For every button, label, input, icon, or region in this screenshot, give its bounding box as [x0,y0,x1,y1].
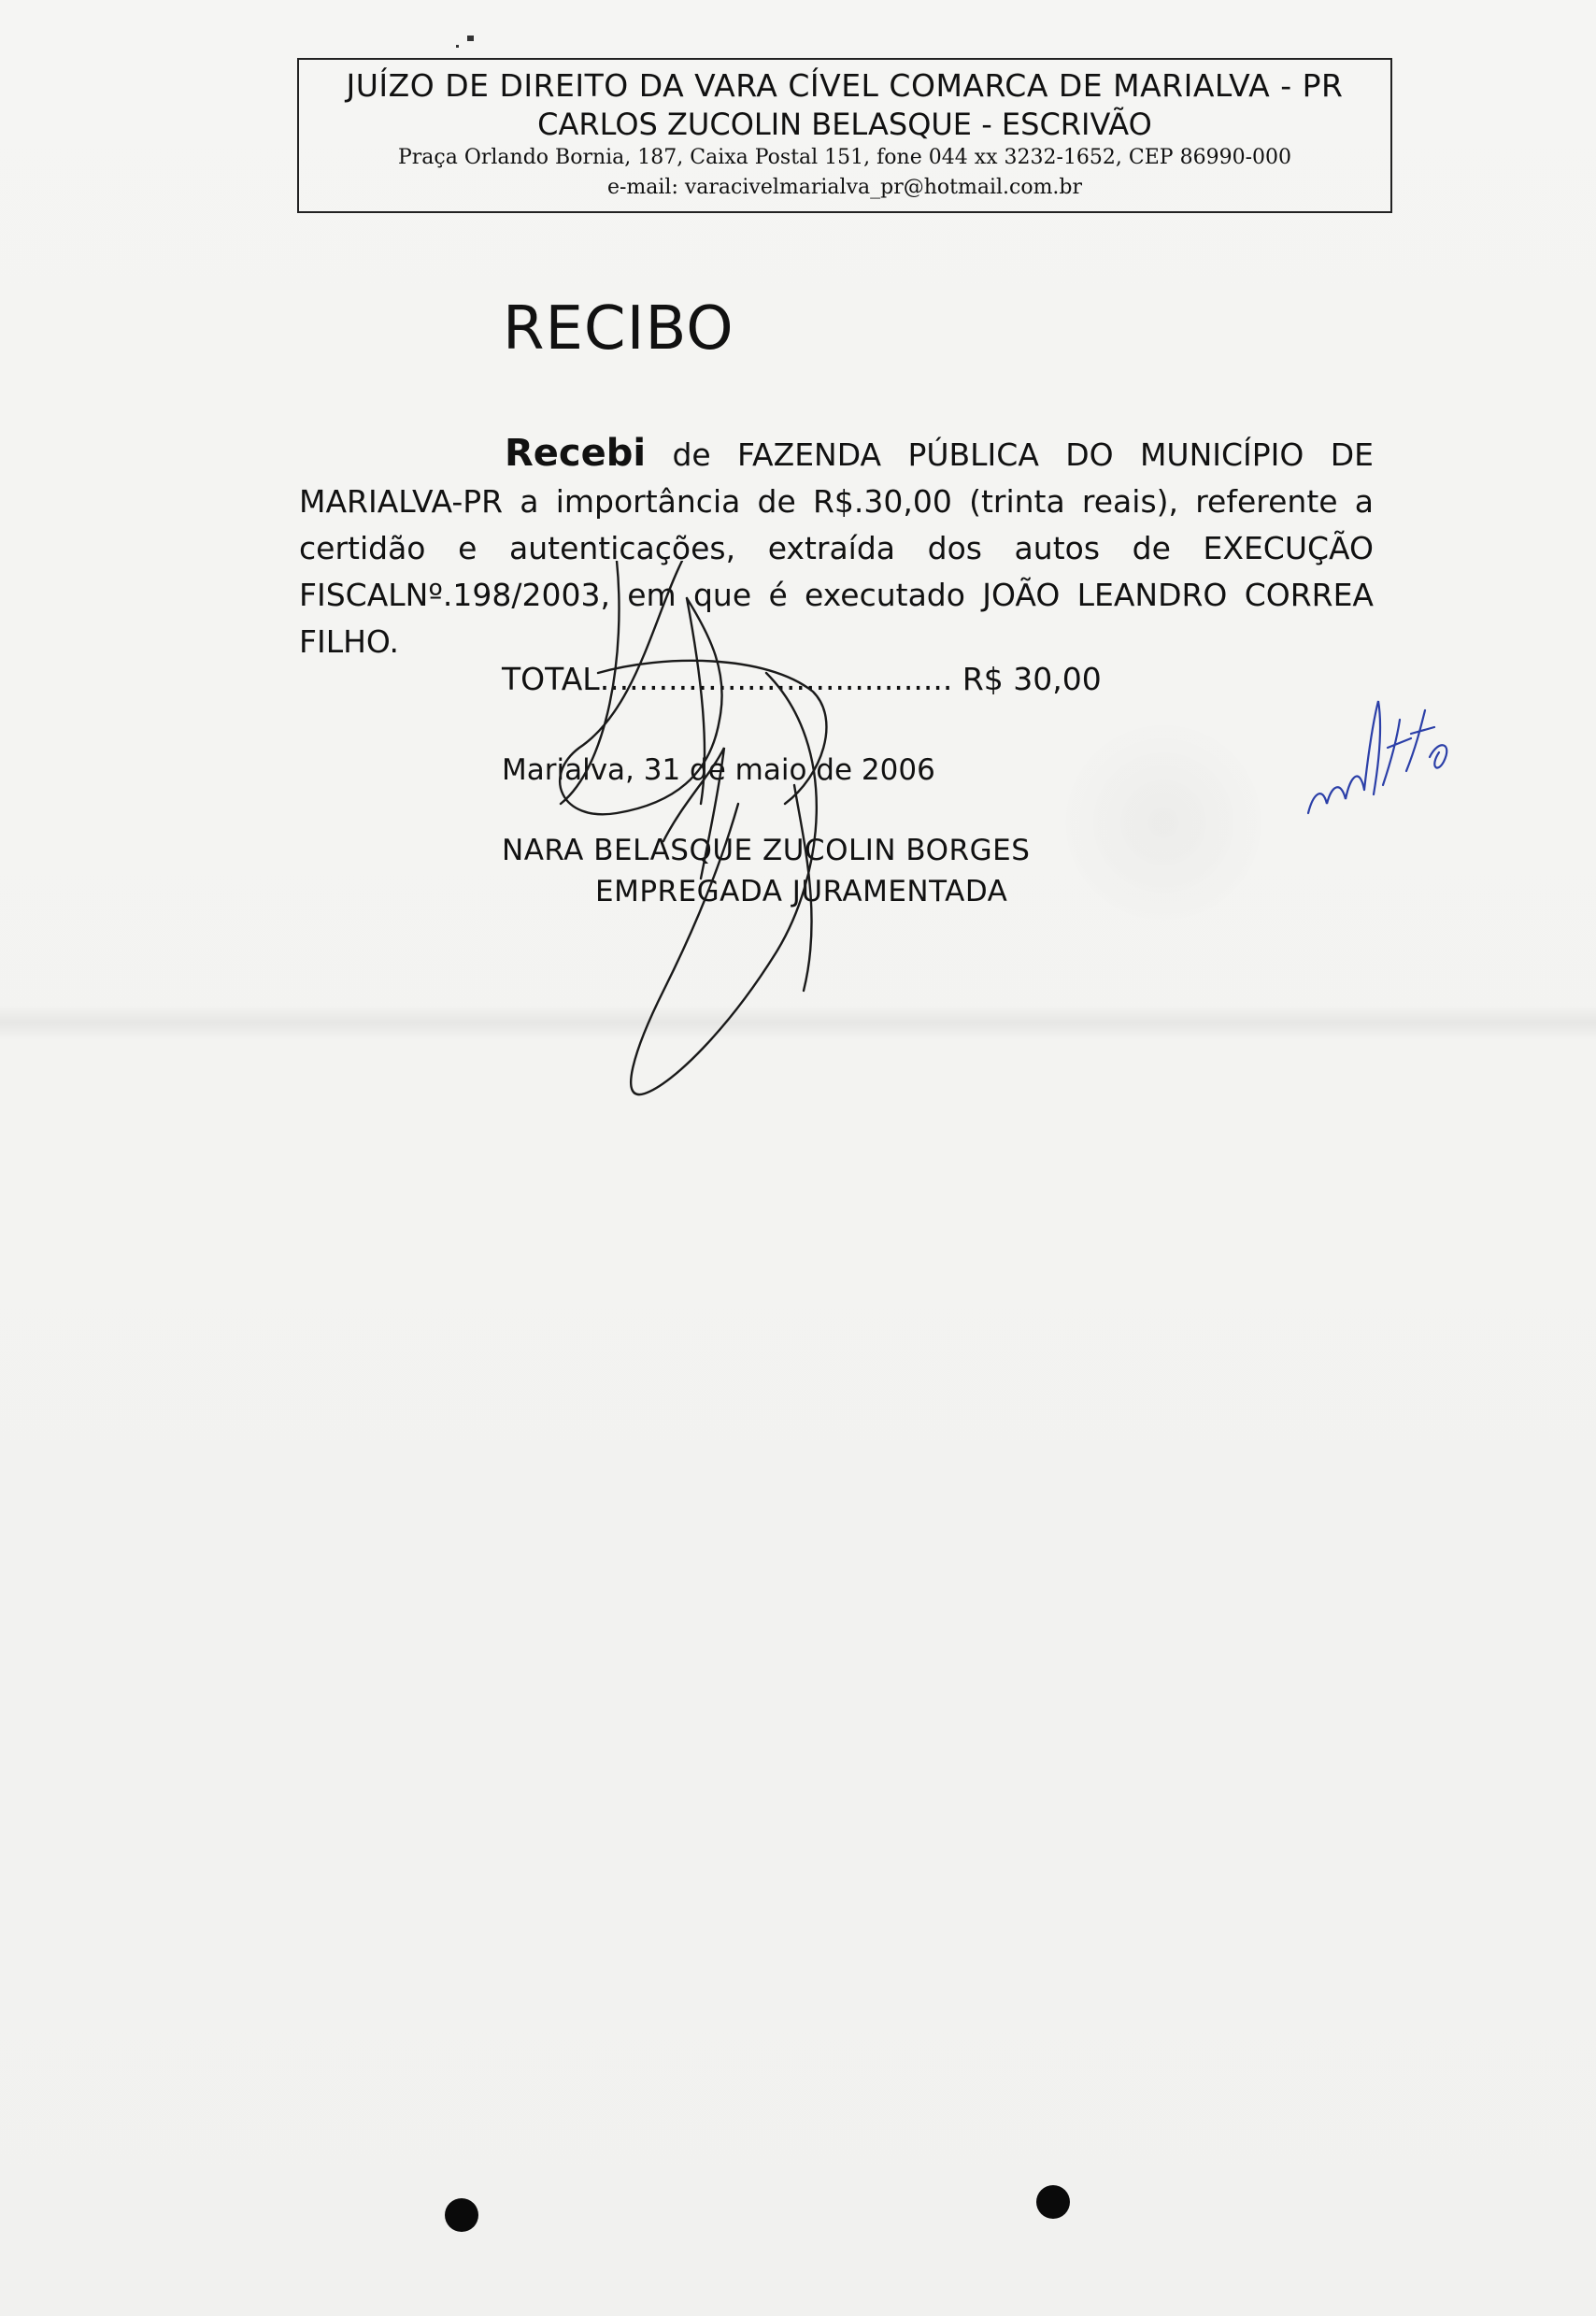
punch-hole [445,2198,478,2232]
scan-speck [456,45,459,48]
clerk-name: CARLOS ZUCOLIN BELASQUE - ESCRIVÃO [537,107,1152,142]
handwritten-signature [523,561,953,1103]
punch-hole [1036,2185,1070,2219]
court-header [297,58,1392,213]
court-title: JUÍZO DE DIREITO DA VARA CÍVEL COMARCA DE MARIALVA - PR [346,67,1344,104]
received-word: Recebi [505,432,647,475]
receipt-title: RECIBO [503,294,734,364]
court-address: Praça Orlando Bornia, 187, Caixa Postal 151, fone 044 xx 3232-1652, CEP 86990-000 [397,146,1292,169]
signer-name: NARA BELASQUE ZUCOLIN BORGES [502,834,1031,867]
receipt-body-text: de FAZENDA PÚBLICA DO MUNICÍPIO DE MARIALVA-PR a importância de R$.30,00 (trinta reais), referente a certidão e autenticações, extraída dos autos de EXECUÇÃO FISCALNº.198/2003, em que é executado JOÃO LEANDRO CORREA FILHO. [299,436,1374,660]
handwritten-initials [1290,682,1458,832]
place-date: Marialva, 31 de maio de 2006 [502,753,935,787]
total-label: TOTAL.................................... [502,661,953,697]
total-value: R$ 30,00 [962,661,1102,697]
scan-speck [467,36,474,41]
faded-stamp [1065,710,1261,935]
signer-role: EMPREGADA JURAMENTADA [595,875,1008,908]
court-email: e-mail: varacivelmarialva_pr@hotmail.com.br [606,176,1083,199]
